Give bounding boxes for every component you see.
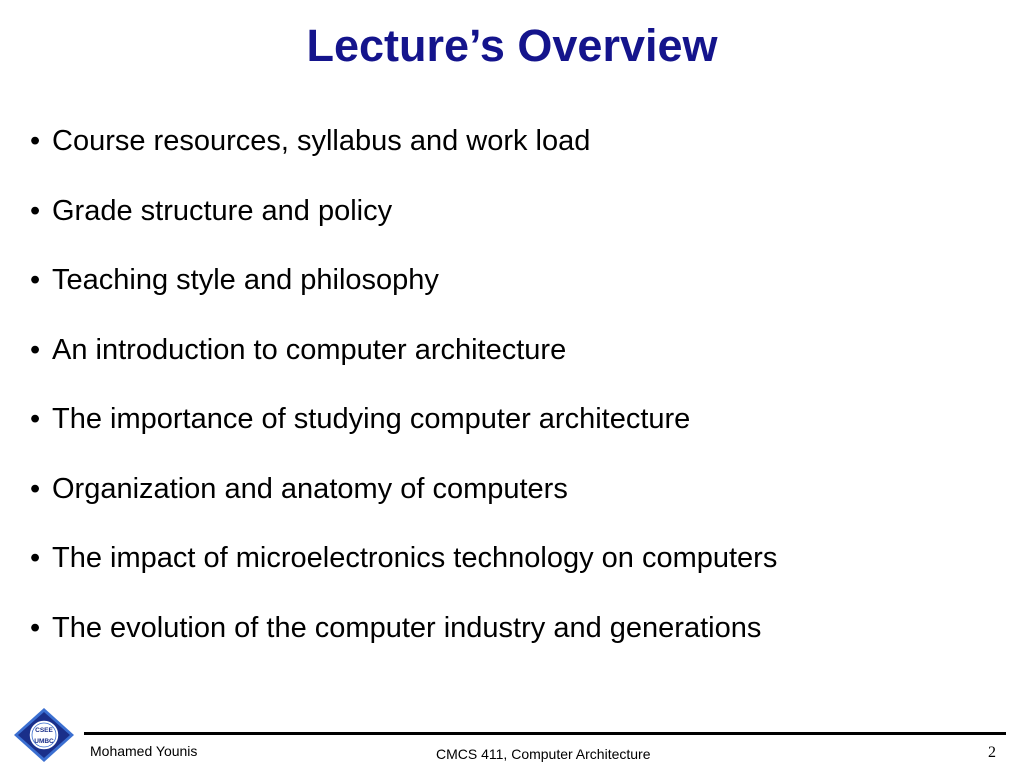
bullet-dot: • <box>30 403 41 435</box>
bullet-text: An introduction to computer architecture <box>52 333 567 366</box>
bullet-list <box>30 116 1010 672</box>
bullet-item <box>30 186 1010 256</box>
bullet-item <box>30 603 1010 673</box>
logo-bottom-text: UMBC <box>34 738 54 745</box>
bullet-dot: • <box>30 333 41 366</box>
bullet-dot: • <box>30 611 41 644</box>
bullet-dot: • <box>30 125 41 157</box>
footer-course: CMCS 411, Computer Architecture <box>436 746 651 762</box>
bullet-dot: • <box>30 542 41 574</box>
bullet-text: Grade structure and policy <box>52 194 393 227</box>
bullet-text: The importance of studying computer architecture <box>52 403 691 435</box>
slide-title: Lecture’s Overview <box>306 20 718 71</box>
bullet-dot: • <box>30 194 41 227</box>
bullet-text: The evolution of the computer industry and generations <box>52 611 762 644</box>
bullet-item <box>30 116 1010 186</box>
bullet-text: Organization and anatomy of computers <box>52 472 568 505</box>
bullet-dot: • <box>30 264 41 296</box>
bullet-dot: • <box>30 472 41 505</box>
footer-rule <box>84 732 1006 735</box>
bullet-text: Teaching style and philosophy <box>52 264 439 296</box>
bullet-text: Course resources, syllabus and work load <box>52 125 591 157</box>
bullet-item <box>30 325 1010 395</box>
footer-page-number: 2 <box>988 744 996 761</box>
cse-umbc-logo-icon <box>12 706 76 764</box>
footer-author: Mohamed Younis <box>90 743 198 759</box>
bullet-text: The impact of microelectronics technology on computers <box>52 542 778 574</box>
bullet-item <box>30 533 1010 603</box>
bullet-item <box>30 464 1010 534</box>
bullet-item <box>30 255 1010 325</box>
logo-top-text: CSEE <box>35 727 53 734</box>
bullet-item <box>30 394 1010 464</box>
